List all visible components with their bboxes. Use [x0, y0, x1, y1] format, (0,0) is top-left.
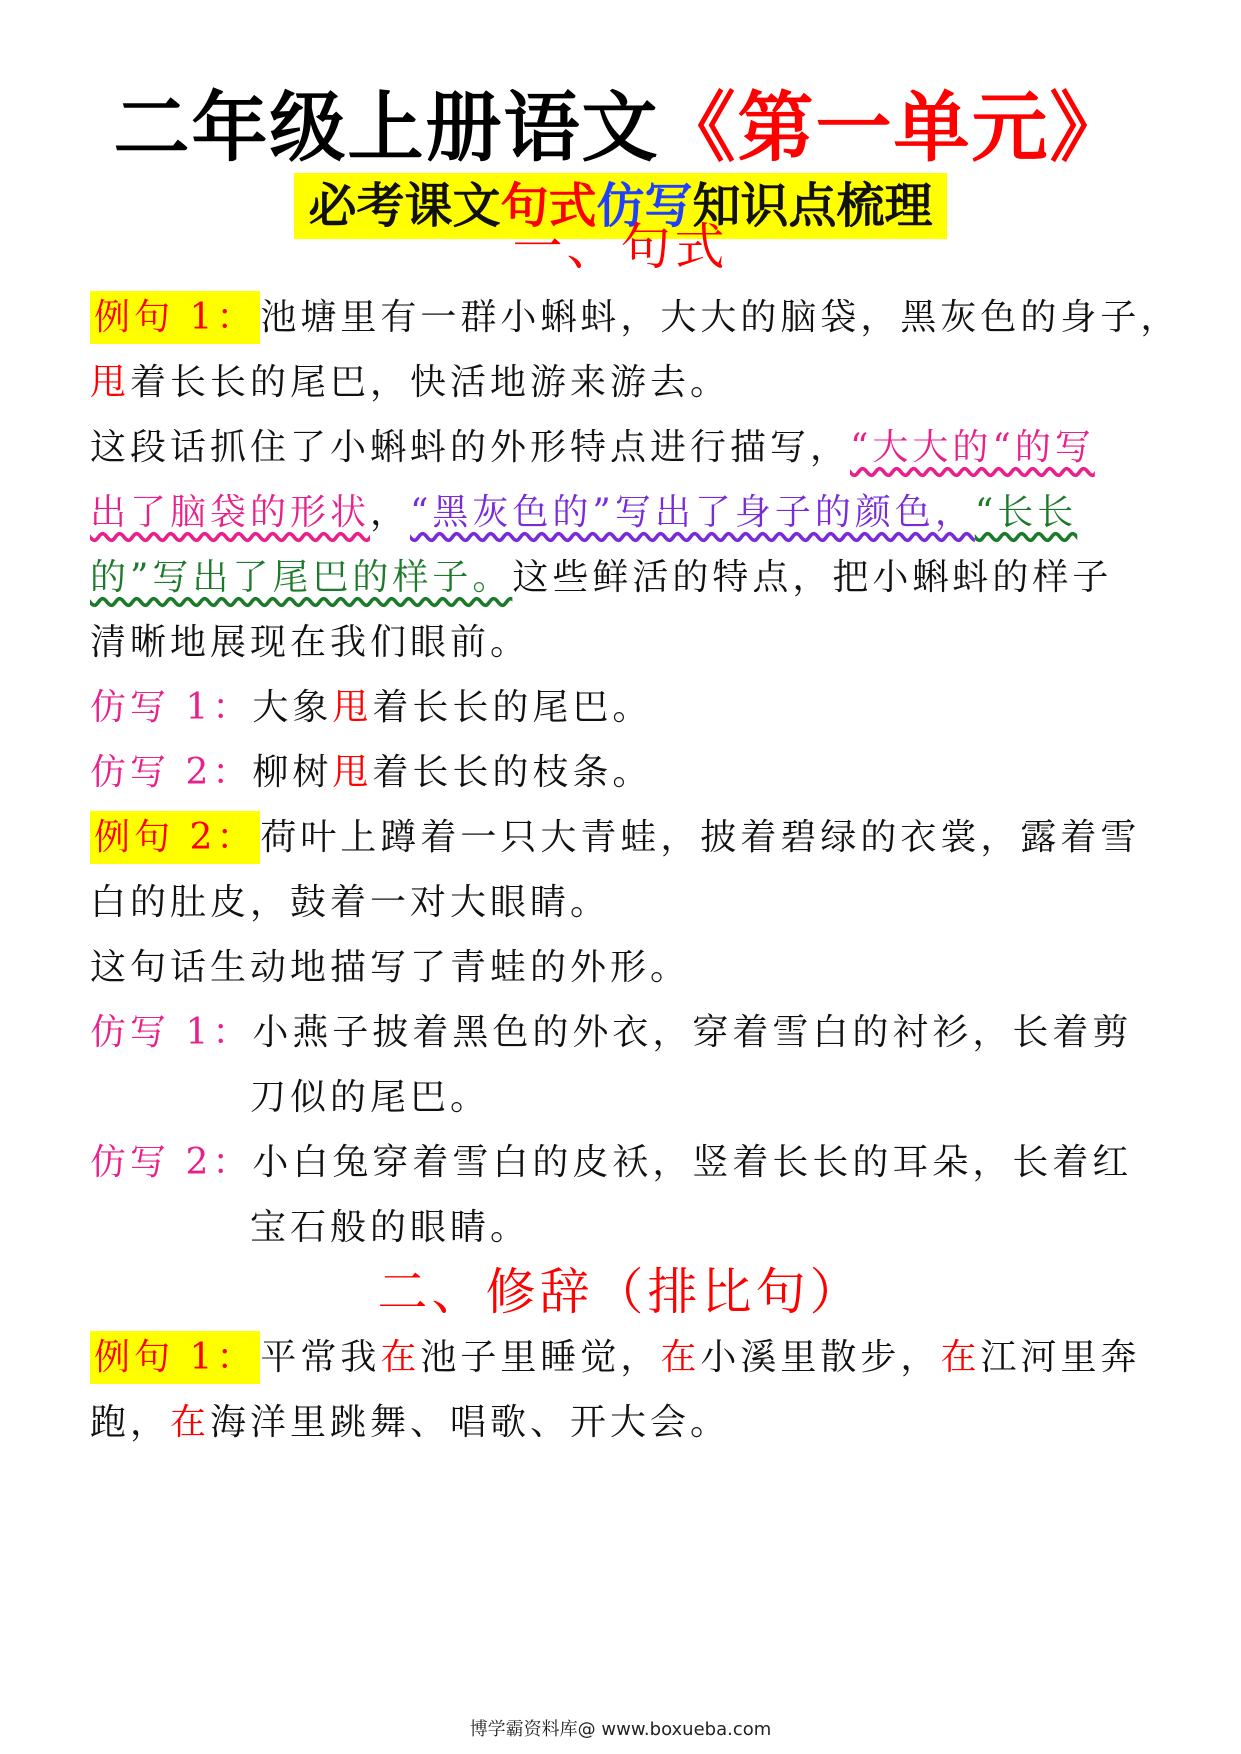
example-text: 池子里睡觉， — [420, 1337, 661, 1378]
example-3-line-2 — [90, 1398, 1150, 1448]
imitation-label: 仿写 2： — [90, 1142, 253, 1183]
analysis-comma: ， — [370, 492, 411, 533]
analysis-text: 这句话生动地描写了青蛙的外形。 — [90, 947, 691, 988]
analysis-line-2 — [90, 488, 1150, 538]
page-title — [0, 80, 1241, 176]
imitation-2 — [90, 748, 1150, 798]
imitation-label: 仿写 1： — [90, 687, 253, 728]
subtitle-part3: 仿写 — [596, 178, 693, 234]
example-2-imitation-2-line-2 — [250, 1203, 1150, 1253]
imitation-text: 大象 — [252, 687, 333, 728]
imitation-text: 宝石般的眼睛。 — [250, 1207, 531, 1248]
keyword-red: 在 — [660, 1337, 701, 1378]
imitation-text: 小白兔穿着雪白的皮袄，竖着长长的耳朵，长着红 — [252, 1142, 1133, 1183]
highlight-pink: “大大的“的写 — [850, 427, 1095, 468]
example-text: 白的肚皮，鼓着一对大眼睛。 — [90, 882, 611, 923]
example-text: 平常我 — [260, 1337, 381, 1378]
imitation-text: 着长长的枝条。 — [372, 752, 653, 793]
example-text: 跑， — [90, 1402, 171, 1443]
example-3-line-1 — [90, 1333, 1150, 1383]
keyword-red: 甩 — [332, 752, 373, 793]
section-heading-sentence-patterns: 一、句式 — [512, 218, 729, 276]
highlight-purple: “黑灰色的”写出了身子的颜色， — [410, 492, 975, 533]
example-2-analysis — [90, 943, 1150, 993]
example-2-imitation-2-line-1 — [90, 1138, 1150, 1188]
imitation-text: 刀似的尾巴。 — [250, 1077, 491, 1118]
keyword-red: 在 — [380, 1337, 421, 1378]
example-label: 例句 1： — [90, 1331, 260, 1384]
highlight-green: “长长 — [974, 492, 1078, 533]
subtitle-part2: 句式 — [500, 178, 597, 234]
keyword-red: 甩 — [332, 687, 373, 728]
imitation-text: 着长长的尾巴。 — [372, 687, 653, 728]
imitation-label: 仿写 2： — [90, 752, 253, 793]
analysis-line-4 — [90, 618, 1150, 668]
title-unit: 《第一单元》 — [659, 83, 1128, 172]
keyword-red: 在 — [170, 1402, 211, 1443]
title-grade: 二年级上册语文 — [113, 83, 660, 172]
example-text: 小溪里散步， — [700, 1337, 941, 1378]
example-1-line-1 — [90, 293, 1181, 343]
example-1-line-2 — [90, 358, 1150, 408]
subtitle-part1: 必考课文 — [308, 178, 501, 234]
example-2-imitation-1-line-2 — [250, 1073, 1150, 1123]
imitation-1 — [90, 683, 1150, 733]
analysis-text: 这段话抓住了小蝌蚪的外形特点进行描写， — [90, 427, 851, 468]
analysis-line-1 — [90, 423, 1150, 473]
example-text: 海洋里跳舞、唱歌、开大会。 — [210, 1402, 731, 1443]
subtitle-part4: 知识点梳理 — [692, 178, 933, 234]
example-2-imitation-1-line-1 — [90, 1008, 1150, 1058]
example-text: 荷叶上蹲着一只大青蛙，披着碧绿的衣裳，露着雪 — [260, 817, 1141, 858]
imitation-text: 小燕子披着黑色的外衣，穿着雪白的衬衫，长着剪 — [252, 1012, 1133, 1053]
keyword-red: 甩 — [90, 362, 131, 403]
imitation-label: 仿写 1： — [90, 1012, 253, 1053]
example-text: 着长长的尾巴，快活地游来游去。 — [130, 362, 731, 403]
example-2-line-2 — [90, 878, 1150, 928]
highlight-pink: 出了脑袋的形状 — [90, 492, 371, 533]
example-text: 江河里奔 — [980, 1337, 1141, 1378]
example-label: 例句 2： — [90, 811, 260, 864]
example-label: 例句 1： — [90, 291, 260, 344]
example-text: 池塘里有一群小蝌蚪，大大的脑袋，黑灰色的身子， — [260, 297, 1181, 338]
highlight-green: 的”写出了尾巴的样子。 — [90, 557, 513, 598]
analysis-text: 清晰地展现在我们眼前。 — [90, 622, 531, 663]
analysis-text: 这些鲜活的特点，把小蝌蚪的样子 — [512, 557, 1113, 598]
imitation-text: 柳树 — [252, 752, 333, 793]
footer-watermark: 博学霸资料库@ www.boxueba.com — [469, 1719, 772, 1740]
example-2-line-1 — [90, 813, 1150, 863]
analysis-line-3 — [90, 553, 1150, 603]
keyword-red: 在 — [940, 1337, 981, 1378]
section-heading-rhetoric: 二、修辞（排比句） — [377, 1263, 864, 1321]
